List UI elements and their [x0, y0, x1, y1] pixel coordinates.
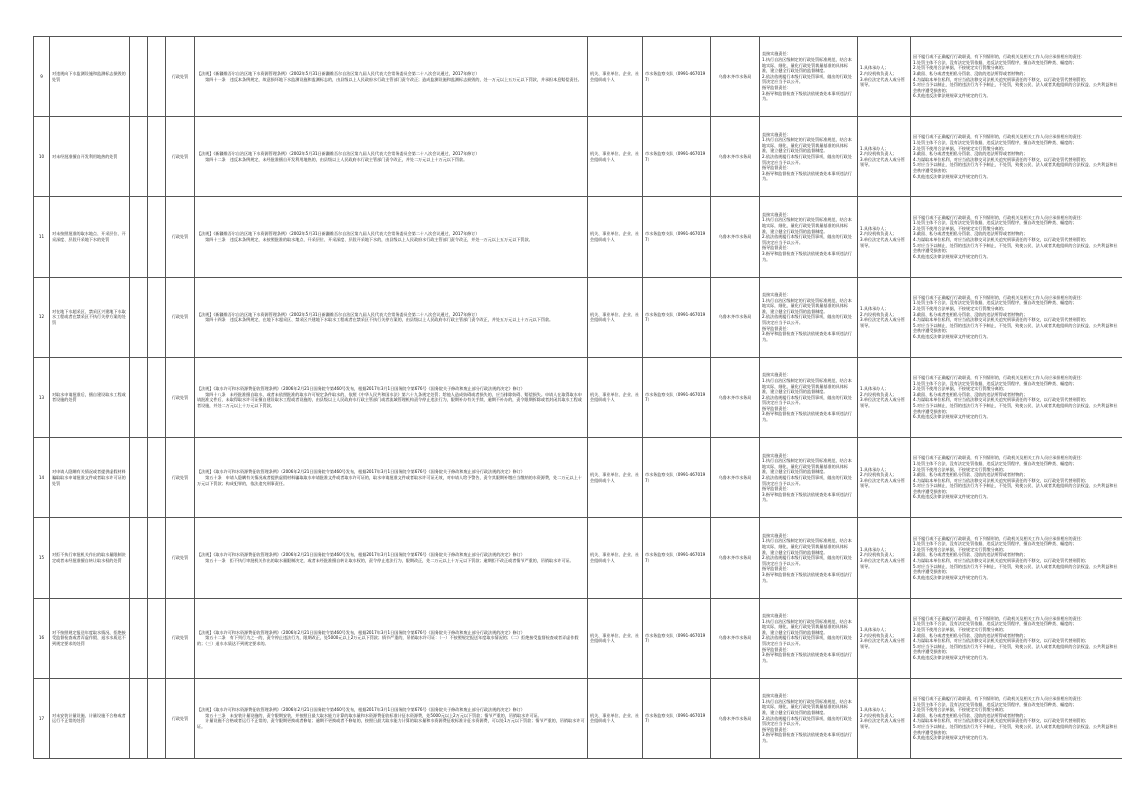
empty-cell-b: [148, 518, 166, 598]
empty-cell-b: [148, 678, 166, 758]
unit-text: 乌鲁木齐市水务局: [718, 555, 752, 561]
category-cell: [166, 277, 195, 357]
duty-text: 直接实施责任： 1.执行自治区级制定的行政处罚标准规范，结合本地实际，细化、量化行政处罚裁量基准的具体标准，建立健全行政处罚的监督制度。 2.依法依规履行本级行政处罚事项，做出的行政处罚决定应当予以公开。 指导监督责任： 3.指导和监督检查下级依法依规查处本事项违法行为。: [762, 131, 852, 182]
liability-text: 因不履行或不正确履行行政职责，有下列情形的，行政机关及相关工作人员应承担相应的责任： 1.处罚主体不合法、没有法定处罚依据，违反法定处罚程序，擅自改变处罚种类、幅度的； 2.处罚不使用合法单据，不按规定实行罚缴分离的； 3.截留、私分或者变相私分罚款、没收的违法所得或者财物的； 4.为谋取本单位私利，对应当依法移交司法机关追究刑事责任的不移交，以行政处罚代替刑罚的； 5.对应当予以制止、处罚的违法行为不予制止、不处罚，致使公民、法人或者其他组织的合法权益、公共利益和社会秩序遭受损害的； 6.其他违反法律法规规章文件规定的行为。: [913, 54, 1118, 99]
legal-basis-text: 【法规】《取水许可和水资源费征收管理条例》（2006年2月21日国务院令第460号发布，根据2017年3月1日国务院令第676号《国务院关于修改和废止部分行政法规的决定》修订） 第五十一条 拒不执行审批机关作出的取水量限制决定，或者未经批准擅自转让取水权的，责令停止违法行为，限期改正，处二万元以上十万元以下罚款；逾期拒不改正或者情节严重的，吊销取水许可证。: [197, 552, 574, 563]
unit-text: 乌鲁木齐市水务局: [718, 394, 752, 400]
responsible-person-cell: [858, 277, 911, 357]
category-text: 行政处罚: [171, 234, 189, 240]
category-cell: [166, 117, 195, 197]
legal-basis-text: 【法规】《新疆维吾尔自治区地下水资源管理条例》（2002年5月31日新疆维吾尔自治区第九届人民代表大会常务委员会第二十八次会议通过，2017年修订） 第四十二条 违反本条例规定，未经批准擅自开发利用地热的，由县级以上人民政府水行政主管部门责令改正，并处二万元以上十万元以下罚款。: [197, 151, 480, 162]
empty-cell-a: [130, 678, 148, 758]
unit-cell: [711, 117, 760, 197]
row-number-text: 13: [38, 394, 45, 400]
liability-text: 因不履行或不正确履行行政职责，有下列情形的，行政机关及相关工作人员应承担相应的责任： 1.处罚主体不合法、没有法定处罚依据，违反法定处罚程序，擅自改变处罚种类、幅度的； 2.处罚不使用合法单据，不按规定实行罚缴分离的； 3.截留、私分或者变相私分罚款、没收的违法所得或者财物的； 4.为谋取本单位私利，对应当依法移交司法机关追究刑事责任的不移交，以行政处罚代替刑罚的； 5.对应当予以制止、处罚的违法行为不予制止、不处罚，致使公民、法人或者其他组织的合法权益、公共利益和社会秩序遭受损害的； 6.其他违反法律法规规章文件规定的行为。: [913, 455, 1118, 500]
department-cell: [643, 197, 711, 277]
unit-cell: [711, 518, 760, 598]
department-text: 市水务监察支队（0991-4670197）: [645, 311, 706, 323]
department-text: 市水务监察支队（0991-4670197）: [645, 391, 706, 403]
subject-cell: [588, 678, 643, 758]
subject-cell: [588, 37, 643, 117]
table-row: [34, 197, 1122, 277]
liability-cell: [911, 197, 1122, 277]
legal-basis-cell: [195, 438, 588, 518]
legal-basis-cell: [195, 518, 588, 598]
duty-text: 直接实施责任： 1.执行自治区级制定的行政处罚标准规范，结合本地实际，细化、量化行政处罚裁量基准的具体标准，建立健全行政处罚的监督制度。 2.依法依规履行本级行政处罚事项，做出的行政处罚决定应当予以公开。 指导监督责任： 3.指导和监督检查下级依法依规查处本事项违法行为。: [762, 612, 852, 663]
category-text: 行政处罚: [171, 555, 189, 561]
category-cell: [166, 678, 195, 758]
responsible-person-text: 1.具体承办人； 2.内设机构负责人； 3.单位法定代表人或分管领导。: [860, 707, 905, 729]
unit-text: 乌鲁木齐市水务局: [718, 474, 752, 480]
table-row: [34, 518, 1122, 598]
unit-cell: [711, 438, 760, 518]
empty-cell-a: [130, 518, 148, 598]
empty-cell-a: [130, 117, 148, 197]
row-number-cell: [34, 357, 50, 437]
item-name-text: 对在地下水超采区、禁采区兴建地下水取水工程或者在禁采区不执行关停方案的处罚: [52, 308, 126, 326]
row-number-cell: [34, 37, 50, 117]
category-text: 行政处罚: [171, 715, 189, 721]
liability-text: 因不履行或不正确履行行政职责，有下列情形的，行政机关及相关工作人员应承担相应的责任： 1.处罚主体不合法、没有法定处罚依据，违反法定处罚程序，擅自改变处罚种类、幅度的； 2.处罚不使用合法单据，不按规定实行罚缴分离的； 3.截留、私分或者变相私分罚款、没收的违法所得或者财物的； 4.为谋取本单位私利，对应当依法移交司法机关追究刑事责任的不移交，以行政处罚代替刑罚的； 5.对应当予以制止、处罚的违法行为不予制止、不处罚，致使公民、法人或者其他组织的合法权益、公共利益和社会秩序遭受损害的； 6.其他违反法律法规规章文件规定的行为。: [913, 535, 1118, 580]
subject-text: 机关、事业单位、企业、社会组织或个人: [590, 71, 640, 82]
item-name-text: 对不按照规定报送年度取水情况、拒绝接受监督检查或者弄虚作假、退水水质达不到规定要求的处罚: [52, 629, 126, 646]
subject-text: 机关、事业单位、企业、社会组织或个人: [590, 151, 640, 162]
item-name-text: 对拒不执行审批机关作出的取水量限制决定或者未经批准擅自转让取水权的处罚: [52, 552, 126, 563]
duty-text: 直接实施责任： 1.执行自治区级制定的行政处罚标准规范，结合本地实际，细化、量化行政处罚裁量基准的具体标准，建立健全行政处罚的监督制度。 2.依法依规履行本级行政处罚事项，做出的行政处罚决定应当予以公开。 指导监督责任： 3.指导和监督检查下级依法依规查处本事项违法行为。: [762, 452, 852, 503]
duty-text: 直接实施责任： 1.执行自治区级制定的行政处罚标准规范，结合本地实际，细化、量化行政处罚裁量基准的具体标准，建立健全行政处罚的监督制度。 2.依法依规履行本级行政处罚事项，做出的行政处罚决定应当予以公开。 指导监督责任： 3.指导和监督检查下级依法依规查处本事项违法行为。: [762, 292, 852, 342]
item-name-text: 对违规向下水监测设施和监测标志损毁的处罚: [52, 71, 126, 82]
unit-cell: [711, 37, 760, 117]
liability-text: 因不履行或不正确履行行政职责，有下列情形的，行政机关及相关工作人员应承担相应的责任： 1.处罚主体不合法、没有法定处罚依据，违反法定处罚程序，擅自改变处罚种类、幅度的； 2.处罚不使用合法单据，不按规定实行罚缴分离的； 3.截留、私分或者变相私分罚款、没收的违法所得或者财物的； 4.为谋取本单位私利，对应当依法移交司法机关追究刑事责任的不移交，以行政处罚代替刑罚的； 5.对应当予以制止、处罚的违法行为不予制止、不处罚，致使公民、法人或者其他组织的合法权益、公共利益和社会秩序遭受损害的； 6.其他违反法律法规规章文件规定的行为。: [913, 375, 1118, 420]
category-text: 行政处罚: [171, 394, 189, 400]
row-number-cell: [34, 197, 50, 277]
table-row: [34, 438, 1122, 518]
empty-cell-a: [130, 357, 148, 437]
department-cell: [643, 37, 711, 117]
item-name-cell: [50, 438, 130, 518]
responsible-person-cell: [858, 37, 911, 117]
unit-text: 乌鲁木齐市水务局: [718, 234, 752, 240]
category-text: 行政处罚: [171, 314, 189, 320]
row-number-text: 15: [38, 555, 45, 561]
table-row: [34, 117, 1122, 197]
unit-cell: [711, 277, 760, 357]
unit-cell: [711, 357, 760, 437]
subject-cell: [588, 197, 643, 277]
row-number-cell: [34, 598, 50, 678]
responsible-person-text: 1.具体承办人； 2.内设机构负责人； 3.单位法定代表人或分管领导。: [860, 65, 905, 88]
category-text: 行政处罚: [171, 73, 189, 79]
subject-text: 机关、事业单位、企业、社会组织或个人: [590, 391, 640, 403]
empty-cell-b: [148, 117, 166, 197]
department-text: 市水务监察支队（0991-4670197）: [645, 472, 706, 483]
department-text: 市水务监察支队（0991-4670197）: [645, 632, 706, 644]
responsible-person-cell: [858, 117, 911, 197]
legal-basis-cell: [195, 197, 588, 277]
category-text: 行政处罚: [171, 635, 189, 641]
duty-cell: [760, 357, 858, 437]
responsible-person-cell: [858, 438, 911, 518]
empty-cell-b: [148, 357, 166, 437]
row-number-text: 10: [38, 154, 45, 160]
legal-basis-cell: [195, 277, 588, 357]
duty-text: 直接实施责任： 1.执行自治区级制定的行政处罚标准规范，结合本地实际，细化、量化行政处罚裁量基准的具体标准，建立健全行政处罚的监督制度。 2.依法依规履行本级行政处罚事项，做出的行政处罚决定应当予以公开。 指导监督责任： 3.指导和监督检查下级依法依规查处本事项违法行为。: [762, 693, 852, 743]
empty-cell-b: [148, 598, 166, 678]
legal-basis-text: 【法规】《新疆维吾尔自治区地下水资源管理条例》（2002年5月31日新疆维吾尔自治区第九届人民代表大会常务委员会第二十八次会议通过，2017年修订） 第四十四条 违反本条例规定，在地下水超采区、禁采区兴建地下水取水工程或者在禁采区不执行关停方案的，由县级以上人民政府水行政主管部门责令改正，并处五万元以上十万元以下罚款。: [197, 311, 554, 323]
duty-text: 直接实施责任： 1.执行自治区级制定的行政处罚标准规范，结合本地实际，细化、量化行政处罚裁量基准的具体标准，建立健全行政处罚的监督制度。 2.依法依规履行本级行政处罚事项，做出的行政处罚决定应当予以公开。 指导监督责任： 3.指导和监督检查下级依法依规查处本事项违法行为。: [762, 372, 852, 423]
responsibility-table: [33, 36, 1122, 759]
subject-cell: [588, 277, 643, 357]
duty-cell: [760, 37, 858, 117]
row-number-text: 17: [38, 715, 45, 721]
responsible-person-text: 1.具体承办人； 2.内设机构负责人； 3.单位法定代表人或分管领导。: [860, 386, 905, 409]
empty-cell-b: [148, 277, 166, 357]
department-text: 市水务监察支队（0991-4670197）: [645, 151, 706, 162]
liability-text: 因不履行或不正确履行行政职责，有下列情形的，行政机关及相关工作人员应承担相应的责任： 1.处罚主体不合法、没有法定处罚依据，违反法定处罚程序，擅自改变处罚种类、幅度的； 2.处罚不使用合法单据，不按规定实行罚缴分离的； 3.截留、私分或者变相私分罚款、没收的违法所得或者财物的； 4.为谋取本单位私利，对应当依法移交司法机关追究刑事责任的不移交，以行政处罚代替刑罚的； 5.对应当予以制止、处罚的违法行为不予制止、不处罚，致使公民、法人或者其他组织的合法权益、公共利益和社会秩序遭受损害的； 6.其他违反法律法规规章文件规定的行为。: [913, 294, 1118, 340]
unit-cell: [711, 678, 760, 758]
item-name-cell: [50, 117, 130, 197]
category-cell: [166, 598, 195, 678]
row-number-text: 12: [38, 314, 45, 320]
unit-text: 乌鲁木齐市水务局: [718, 715, 752, 721]
empty-cell-a: [130, 37, 148, 117]
responsible-person-cell: [858, 598, 911, 678]
responsible-person-cell: [858, 678, 911, 758]
row-number-cell: [34, 678, 50, 758]
item-name-cell: [50, 598, 130, 678]
legal-basis-text: 【法规】《新疆维吾尔自治区地下水资源管理条例》（2002年5月31日新疆维吾尔自治区第九届人民代表大会常务委员会第二十八次会议通过，2017年修订） 第四十一条 违反本条例规定，故意损坏地下水监测设施和监测标志的，由县级以上人民政府水行政主管部门责令改正；造成监测设施和监测标志损毁的，处一万元以上五万元以下罚款，并承担本息赔偿责任。: [197, 71, 582, 82]
subject-text: 机关、事业单位、企业、社会组织或个人: [590, 311, 640, 323]
responsible-person-text: 1.具体承办人； 2.内设机构负责人； 3.单位法定代表人或分管领导。: [860, 466, 905, 489]
row-number-cell: [34, 277, 50, 357]
legal-basis-cell: [195, 37, 588, 117]
item-name-text: 对申请人隐瞒有关情况或者提供虚假材料骗取取水申请批准文件或者取水许可证的处罚: [52, 469, 126, 486]
duty-cell: [760, 438, 858, 518]
responsible-person-text: 1.具体承办人； 2.内设机构负责人； 3.单位法定代表人或分管领导。: [860, 546, 905, 569]
liability-cell: [911, 357, 1122, 437]
department-cell: [643, 678, 711, 758]
item-name-cell: [50, 197, 130, 277]
department-cell: [643, 438, 711, 518]
table-row: [34, 357, 1122, 437]
department-cell: [643, 357, 711, 437]
responsible-person-cell: [858, 357, 911, 437]
empty-cell-b: [148, 37, 166, 117]
duty-cell: [760, 277, 858, 357]
duty-cell: [760, 678, 858, 758]
item-name-text: 对未安装计量设施、计量设施不合格或者运行不正常的处罚: [52, 712, 126, 724]
legal-basis-text: 【法规】《取水许可和水资源费征收管理条例》（2006年2月21日国务院令第460号发布，根据2017年3月1日国务院令第676号《国务院关于修改和废止部分行政法规的决定》修订） 第五十二条 有下列行为之一的，责令停止违法行为，限期改正，处5000元以上2万元以下罚款；情节严重的，吊销取水许可证：（一）不按照规定报送年度取水情况的；（二）拒绝接受监督检查或者弄虚作假的；（三）退水水质达不到规定要求的。: [197, 629, 579, 646]
legal-basis-text: 【法规】《取水许可和水资源费征收管理条例》（2006年2月21日国务院令第460号发布，根据2017年3月1日国务院令第676号《国务院关于修改和废止部分行政法规的决定》修订） 第四十八条 未经批准擅自取水，或者未依照批准的取水许可规定条件取水的，依照《中华人民共和国水法》第六十九条规定处罚；给他人造成妨碍或者损失的，应当排除妨碍、赔偿损失。申请人在取得取水申请批准文件后，未取得取水许可证擅自建设取水工程或者设施的，由县级以上人民政府水行政主管部门或者流域管理机构责令停止违法行为，限期补办有关手续，逾期不补办的，责令限期拆除或者封闭其取水工程或者设施，并处二万元以上十万元以下罚款。: [197, 386, 582, 409]
responsible-person-cell: [858, 518, 911, 598]
subject-cell: [588, 357, 643, 437]
row-number-text: 9: [40, 73, 43, 79]
liability-cell: [911, 117, 1122, 197]
unit-text: 乌鲁木齐市水务局: [718, 314, 752, 320]
department-cell: [643, 518, 711, 598]
legal-basis-cell: [195, 598, 588, 678]
duty-text: 直接实施责任： 1.执行自治区级制定的行政处罚标准规范，结合本地实际，细化、量化行政处罚裁量基准的具体标准，建立健全行政处罚的监督制度。 2.依法依规履行本级行政处罚事项，做出的行政处罚决定应当予以公开。 指导监督责任： 3.指导和监督检查下级依法依规查处本事项违法行为。: [762, 51, 852, 102]
empty-cell-a: [130, 277, 148, 357]
subject-text: 机关、事业单位、企业、社会组织或个人: [590, 712, 640, 724]
liability-text: 因不履行或不正确履行行政职责，有下列情形的，行政机关及相关工作人员应承担相应的责任： 1.处罚主体不合法、没有法定处罚依据，违反法定处罚程序，擅自改变处罚种类、幅度的； 2.处罚不使用合法单据，不按规定实行罚缴分离的； 3.截留、私分或者变相私分罚款、没收的违法所得或者财物的； 4.为谋取本单位私利，对应当依法移交司法机关追究刑事责任的不移交，以行政处罚代替刑罚的； 5.对应当予以制止、处罚的违法行为不予制止、不处罚，致使公民、法人或者其他组织的合法权益、公共利益和社会秩序遭受损害的； 6.其他违反法律法规规章文件规定的行为。: [913, 134, 1118, 179]
liability-cell: [911, 518, 1122, 598]
subject-cell: [588, 117, 643, 197]
responsible-person-text: 1.具体承办人； 2.内设机构负责人； 3.单位法定代表人或分管领导。: [860, 306, 905, 328]
row-number-cell: [34, 518, 50, 598]
subject-text: 机关、事业单位、企业、社会组织或个人: [590, 632, 640, 644]
item-name-text: 对未经批准擅自开发利用地热的处罚: [52, 154, 118, 160]
category-cell: [166, 357, 195, 437]
duty-cell: [760, 197, 858, 277]
item-name-cell: [50, 37, 130, 117]
department-text: 市水务监察支队（0991-4670197）: [645, 71, 706, 82]
empty-cell-a: [130, 197, 148, 277]
liability-cell: [911, 438, 1122, 518]
empty-cell-b: [148, 197, 166, 277]
legal-basis-text: 【法规】《取水许可和水资源费征收管理条例》（2006年2月21日国务院令第460号发布，根据2017年3月1日国务院令第676号《国务院关于修改和废止部分行政法规的决定》修订） 第五十三条 未安装计量设施的，责令限期安装，并按照日最大取水能力计算的取水量和水资源费征收标准计征水资源费，处5000元以上2万元以下罚款；情节严重的，吊销取水许可证。 计量设施不合格或者运行不正常的，责令限期更换或者修复；逾期不更换或者不修复的，按照日最大取水能力计算的取水量和水资源费征收标准计征水资源费，可以处1万元以下罚款；情节严重的，吊销取水许可证。: [197, 707, 585, 729]
empty-cell-a: [130, 438, 148, 518]
item-name-text: 对取水申请批准后，擅自建设取水工程或者设施的处罚: [52, 391, 126, 403]
department-text: 市水务监察支队（0991-4670197）: [645, 552, 706, 563]
table-row: [34, 37, 1122, 117]
subject-text: 机关、事业单位、企业、社会组织或个人: [590, 231, 640, 243]
legal-basis-text: 【法规】《新疆维吾尔自治区地下水资源管理条例》（2002年5月31日新疆维吾尔自治区第九届人民代表大会常务委员会第二十八次会议通过，2017年修订） 第四十三条 违反本条例规定，未按照批准的取水地点、开采层位、开采深度、层段开采地下水的，由县级以上人民政府水行政主管部门责令改正，并处一万元以上五万元以下罚款。: [197, 231, 533, 243]
item-name-cell: [50, 357, 130, 437]
unit-text: 乌鲁木齐市水务局: [718, 73, 752, 79]
liability-text: 因不履行或不正确履行行政职责，有下列情形的，行政机关及相关工作人员应承担相应的责任： 1.处罚主体不合法、没有法定处罚依据，违反法定处罚程序，擅自改变处罚种类、幅度的； 2.处罚不使用合法单据，不按规定实行罚缴分离的； 3.截留、私分或者变相私分罚款、没收的违法所得或者财物的； 4.为谋取本单位私利，对应当依法移交司法机关追究刑事责任的不移交，以行政处罚代替刑罚的； 5.对应当予以制止、处罚的违法行为不予制止、不处罚，致使公民、法人或者其他组织的合法权益、公共利益和社会秩序遭受损害的； 6.其他违反法律法规规章文件规定的行为。: [913, 214, 1118, 259]
duty-text: 直接实施责任： 1.执行自治区级制定的行政处罚标准规范，结合本地实际，细化、量化行政处罚裁量基准的具体标准，建立健全行政处罚的监督制度。 2.依法依规履行本级行政处罚事项，做出的行政处罚决定应当予以公开。 指导监督责任： 3.指导和监督检查下级依法依规查处本事项违法行为。: [762, 532, 852, 583]
liability-cell: [911, 598, 1122, 678]
item-name-cell: [50, 678, 130, 758]
row-number-text: 14: [38, 474, 45, 480]
row-number-text: 16: [38, 635, 45, 641]
duty-cell: [760, 117, 858, 197]
responsible-person-text: 1.具体承办人； 2.内设机构负责人； 3.单位法定代表人或分管领导。: [860, 626, 905, 649]
item-name-text: 对未按照批准的取水地点、开采层位、开采深度、层段开采地下水的处罚: [52, 231, 126, 243]
responsible-person-text: 1.具体承办人； 2.内设机构负责人； 3.单位法定代表人或分管领导。: [860, 225, 905, 248]
legal-basis-cell: [195, 357, 588, 437]
category-text: 行政处罚: [171, 474, 189, 480]
unit-text: 乌鲁木齐市水务局: [718, 635, 752, 641]
duty-cell: [760, 518, 858, 598]
table-row: [34, 678, 1122, 758]
table-row: [34, 277, 1122, 357]
department-cell: [643, 277, 711, 357]
legal-basis-cell: [195, 678, 588, 758]
duty-text: 直接实施责任： 1.执行自治区级制定的行政处罚标准规范，结合本地实际，细化、量化行政处罚裁量基准的具体标准，建立健全行政处罚的监督制度。 2.依法依规履行本级行政处罚事项，做出的行政处罚决定应当予以公开。 指导监督责任： 3.指导和监督检查下级依法依规查处本事项违法行为。: [762, 211, 852, 262]
responsible-person-cell: [858, 197, 911, 277]
subject-text: 机关、事业单位、企业、社会组织或个人: [590, 472, 640, 483]
row-number-cell: [34, 117, 50, 197]
item-name-cell: [50, 277, 130, 357]
table-row: [34, 598, 1122, 678]
liability-text: 因不履行或不正确履行行政职责，有下列情形的，行政机关及相关工作人员应承担相应的责任： 1.处罚主体不合法、没有法定处罚依据，违反法定处罚程序，擅自改变处罚种类、幅度的； 2.处罚不使用合法单据，不按规定实行罚缴分离的； 3.截留、私分或者变相私分罚款、没收的违法所得或者财物的； 4.为谋取本单位私利，对应当依法移交司法机关追究刑事责任的不移交，以行政处罚代替刑罚的； 5.对应当予以制止、处罚的违法行为不予制止、不处罚，致使公民、法人或者其他组织的合法权益、公共利益和社会秩序遭受损害的； 6.其他违反法律法规规章文件规定的行为。: [913, 696, 1118, 741]
category-cell: [166, 37, 195, 117]
department-cell: [643, 598, 711, 678]
liability-cell: [911, 277, 1122, 357]
row-number-text: 11: [38, 234, 45, 240]
liability-cell: [911, 678, 1122, 758]
liability-cell: [911, 37, 1122, 117]
empty-cell-a: [130, 598, 148, 678]
unit-cell: [711, 598, 760, 678]
department-cell: [643, 117, 711, 197]
duty-cell: [760, 598, 858, 678]
category-cell: [166, 438, 195, 518]
department-text: 市水务监察支队（0991-4670197）: [645, 231, 706, 243]
unit-cell: [711, 197, 760, 277]
department-text: 市水务监察支队（0991-4670197）: [645, 712, 706, 724]
category-text: 行政处罚: [171, 154, 189, 160]
legal-basis-text: 【法规】《取水许可和水资源费征收管理条例》（2006年2月21日国务院令第460号发布，根据2017年3月1日国务院令第676号《国务院关于修改和废止部分行政法规的决定》修订） 第五十条 申请人隐瞒有关情况或者提供虚假材料骗取取水申请批准文件或者取水许可证的，取水申请批准文件或者取水许可证无效，对申请人给予警告，责令其限期补缴应当缴纳的水资源费，处二万元以上十万元以下罚款；构成犯罪的，依法追究刑事责任。: [197, 469, 582, 486]
unit-text: 乌鲁木齐市水务局: [718, 154, 752, 160]
category-cell: [166, 518, 195, 598]
row-number-cell: [34, 438, 50, 518]
empty-cell-b: [148, 438, 166, 518]
subject-cell: [588, 518, 643, 598]
subject-cell: [588, 598, 643, 678]
subject-cell: [588, 438, 643, 518]
category-cell: [166, 197, 195, 277]
subject-text: 机关、事业单位、企业、社会组织或个人: [590, 552, 640, 563]
legal-basis-cell: [195, 117, 588, 197]
responsible-person-text: 1.具体承办人； 2.内设机构负责人； 3.单位法定代表人或分管领导。: [860, 145, 905, 168]
item-name-cell: [50, 518, 130, 598]
table-body: [34, 37, 1122, 759]
liability-text: 因不履行或不正确履行行政职责，有下列情形的，行政机关及相关工作人员应承担相应的责任： 1.处罚主体不合法、没有法定处罚依据，违反法定处罚程序，擅自改变处罚种类、幅度的； 2.处罚不使用合法单据，不按规定实行罚缴分离的； 3.截留、私分或者变相私分罚款、没收的违法所得或者财物的； 4.为谋取本单位私利，对应当依法移交司法机关追究刑事责任的不移交，以行政处罚代替刑罚的； 5.对应当予以制止、处罚的违法行为不予制止、不处罚，致使公民、法人或者其他组织的合法权益、公共利益和社会秩序遭受损害的； 6.其他违反法律法规规章文件规定的行为。: [913, 615, 1118, 660]
